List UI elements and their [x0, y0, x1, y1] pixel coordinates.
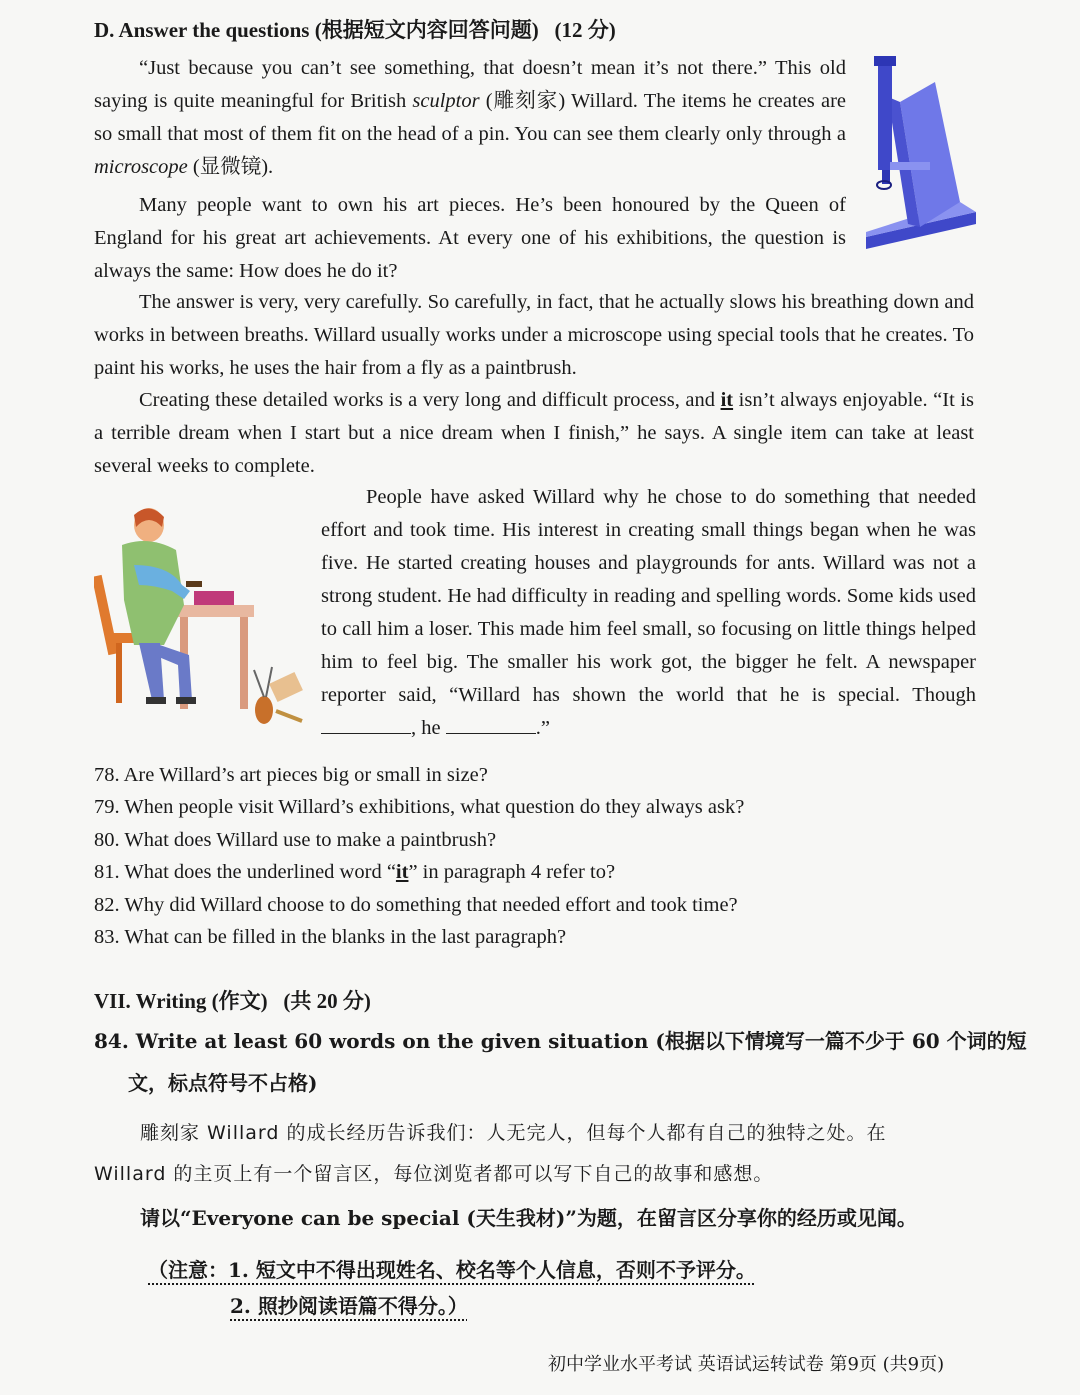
situation-line-1: 雕刻家 Willard 的成长经历告诉我们：人无完人，但每个人都有自己的独特之处。在	[140, 1122, 887, 1144]
question-80: 80. What does Willard use to make a paintbrush?	[94, 829, 497, 851]
paragraph-1-part-a: “Just because you can’t see something, that doesn’t mean it’s not there.” This old saying is quite meaningful for British	[94, 57, 846, 112]
paragraph-5-part-b: , he	[411, 717, 446, 739]
paragraph-5	[321, 481, 976, 745]
writing-note-1: （注意：1. 短文中不得出现姓名、校名等个人信息，否则不予评分。	[148, 1258, 756, 1282]
paragraph-5-part-c: .”	[535, 717, 550, 739]
paragraph-3: The answer is very, very carefully. So carefully, in fact, that he actually slows his breathing down and works in between breaths. Willard usually works under a microscope using special tools that he creates. To paint his works, he uses the hair from a fly as a paintbrush.	[94, 291, 974, 379]
question-78: 78. Are Willard’s art pieces big or small in size?	[94, 764, 488, 786]
paragraph-4-part-b: isn’t always enjoyable. “It is a terrible dream when I start but a nice dream when I finish,” he says. A single item can take at least several weeks to complete.	[94, 389, 975, 477]
blank-1[interactable]	[321, 715, 411, 734]
sculptor-illustration	[94, 505, 309, 735]
page-footer: 初中学业水平考试 英语试运转试卷 第9页 (共9页)	[548, 1354, 945, 1375]
paragraph-1-part-c: (显微镜).	[187, 156, 274, 178]
paragraph-1-part-b: (雕刻家) Willard. The items he creates are so small that most of them fit on the head of a pin. You can see them clearly only through a	[94, 90, 846, 145]
paragraph-4	[94, 384, 974, 483]
question-79: 79. When people visit Willard’s exhibitions, what question do they always ask?	[94, 796, 745, 818]
writing-task-line-2: 文，标点符号不占格)	[128, 1071, 318, 1095]
writing-note-2: 2. 照抄阅读语篇不得分。）	[230, 1294, 468, 1318]
question-81-it: it	[395, 861, 409, 883]
section-d-heading: D. Answer the questions (根据短文内容回答问题) (12 分)	[94, 18, 616, 42]
word-sculptor: sculptor	[412, 90, 480, 112]
blank-2[interactable]	[446, 715, 536, 734]
paragraph-1	[94, 52, 846, 184]
writing-instruction: 请以“Everyone can be special (天生我材)”为题，在留言区分享你的经历或见闻。	[140, 1206, 917, 1230]
question-82: 82. Why did Willard choose to do something that needed effort and took time?	[94, 894, 738, 916]
microscope-illustration	[860, 52, 982, 252]
question-81-part-b: ” in paragraph 4 refer to?	[408, 861, 616, 883]
question-81-part-a: 81. What does the underlined word “	[94, 861, 396, 883]
situation-line-2: Willard 的主页上有一个留言区，每位浏览者都可以写下自己的故事和感想。	[94, 1163, 774, 1185]
writing-task-line-1: 84. Write at least 60 words on the given situation (根据以下情境写一篇不少于 60 个词的短	[94, 1029, 1027, 1053]
question-81	[94, 861, 615, 884]
paragraph-5-part-a: People have asked Willard why he chose to do something that needed effort and took time. His interest in creating small things began when he was five. He started creating houses and playgrounds for ants. Willard was not a strong student. He had difficulty in reading and spelling words. Some kids used to call him a loser. This made him feel small, so focusing on little things helped him to feel big. The smaller his work got, the bigger he felt. A newspaper reporter said, “Willard has shown the world that he is special. Though	[321, 486, 976, 706]
underlined-word-it: it	[720, 389, 734, 411]
paragraph-4-part-a: Creating these detailed works is a very long and difficult process, and	[139, 389, 721, 411]
question-83: 83. What can be filled in the blanks in the last paragraph?	[94, 926, 567, 948]
word-microscope: microscope	[94, 156, 188, 178]
paragraph-2: Many people want to own his art pieces. He’s been honoured by the Queen of England for his great art achievements. At every one of his exhibitions, the question is always the same: How does he do it?	[94, 194, 846, 282]
writing-heading: VII. Writing (作文) (共 20 分)	[94, 989, 371, 1013]
